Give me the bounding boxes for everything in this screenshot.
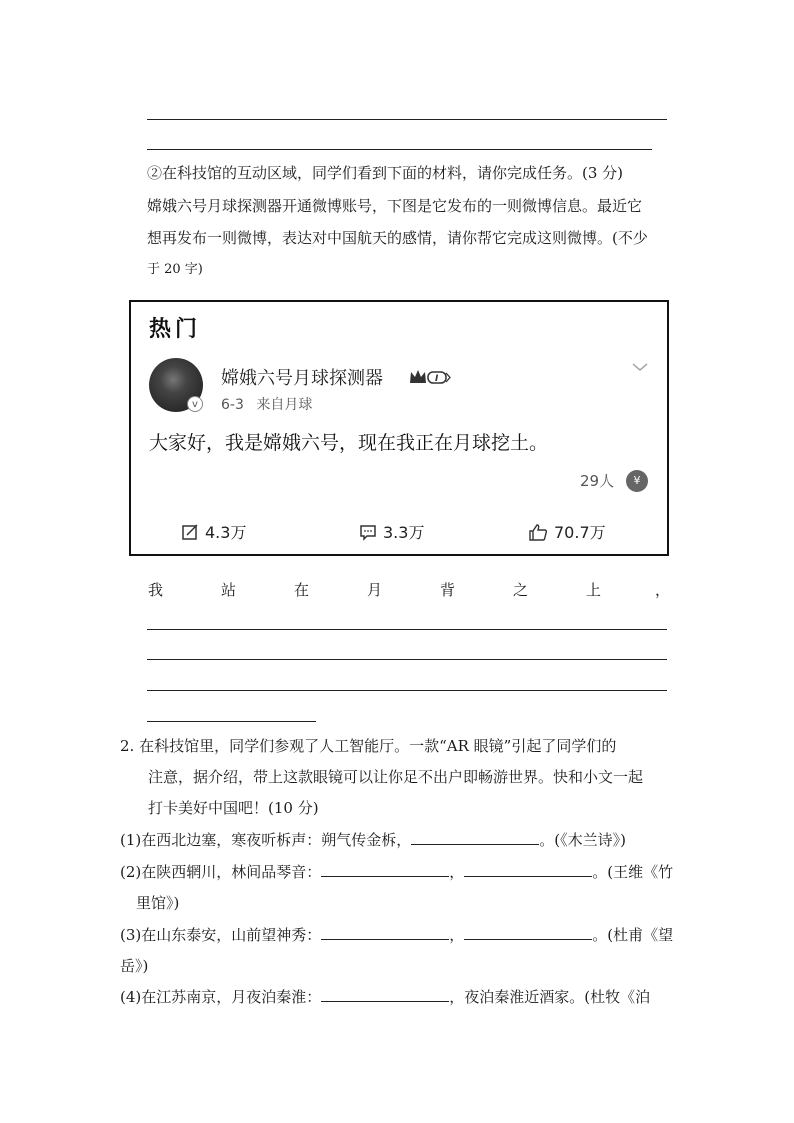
answer-line-3 bbox=[147, 690, 667, 691]
weibo-meta bbox=[221, 394, 320, 414]
weibo-card bbox=[129, 300, 669, 556]
q2-item1-blank[interactable] bbox=[411, 830, 539, 845]
q2-item1 bbox=[120, 830, 626, 850]
answer-char-3: 在 bbox=[294, 581, 310, 599]
q1-part2-prompt: ②在科技馆的互动区域，同学们看到下面的材料，请你完成任务。(3 分) bbox=[147, 164, 624, 182]
answer-char-6: 之 bbox=[513, 581, 529, 599]
comment-count: 3.3万 bbox=[383, 523, 425, 542]
q2-item3-blank2[interactable] bbox=[464, 925, 592, 940]
verified-icon: v bbox=[187, 396, 203, 412]
weibo-section-title: 热门 bbox=[149, 317, 202, 342]
repost-icon bbox=[181, 523, 199, 541]
gift-icon[interactable]: ¥ bbox=[626, 470, 648, 492]
q2-item2-continued: 里馆》) bbox=[136, 894, 180, 912]
q2-item2-source: 。(王维《竹 bbox=[592, 863, 674, 881]
crown-icon bbox=[408, 368, 452, 386]
q2-item4-text: (4)在江苏南京，月夜泊秦淮： bbox=[120, 988, 322, 1006]
q2-item2-blank2[interactable] bbox=[464, 862, 592, 877]
comment-button[interactable] bbox=[359, 520, 424, 543]
q2-item2-text: (2)在陕西辋川，林间品琴音： bbox=[120, 863, 322, 881]
weibo-content: 大家好，我是嫦娥六号，现在我正在月球挖土。 bbox=[149, 432, 549, 454]
chevron-down-icon[interactable] bbox=[631, 360, 649, 374]
answer-line-top-1 bbox=[147, 119, 667, 120]
q2-item3-sep: ， bbox=[449, 926, 465, 944]
q2-item3 bbox=[120, 925, 673, 945]
q2-item3-continued: 岳》) bbox=[120, 957, 149, 975]
q2-item3-source: 。(杜甫《望 bbox=[592, 926, 674, 944]
answer-line-top-2 bbox=[147, 149, 652, 150]
q2-item4 bbox=[120, 987, 650, 1007]
q2-item3-text: (3)在山东泰安，山前望神秀： bbox=[120, 926, 322, 944]
q1-part2-material-line2: 想再发布一则微博，表达对中国航天的感情，请你帮它完成这则微博。(不少 bbox=[147, 229, 648, 247]
weibo-liker-count: 29人 bbox=[580, 472, 615, 490]
q2-item1-source: 。(《木兰诗》) bbox=[539, 831, 626, 849]
repost-count: 4.3万 bbox=[205, 523, 247, 542]
answer-char-4: 月 bbox=[367, 581, 383, 599]
level-badge: I bbox=[435, 374, 439, 384]
answer-char-1: 我 bbox=[148, 581, 164, 599]
answer-char-2: 站 bbox=[221, 581, 237, 599]
q1-part2-material-line1: 嫦娥六号月球探测器开通微博账号，下图是它发布的一则微博信息。最近它 bbox=[147, 197, 643, 215]
q2-intro-line1: 2. 在科技馆里，同学们参观了人工智能厅。一款“AR 眼镜”引起了同学们的 bbox=[120, 737, 617, 755]
comment-icon bbox=[359, 523, 377, 541]
weibo-username[interactable]: 嫦娥六号月球探测器 bbox=[221, 368, 383, 389]
like-button[interactable] bbox=[528, 520, 606, 543]
q2-item3-blank1[interactable] bbox=[321, 925, 449, 940]
like-count: 70.7万 bbox=[554, 523, 606, 542]
like-icon bbox=[528, 523, 548, 541]
q2-item2-sep: ， bbox=[449, 863, 465, 881]
q2-item4-blank[interactable] bbox=[321, 987, 449, 1002]
q2-intro-line2: 注意，据介绍，带上这款眼镜可以让你足不出户即畅游世界。快和小文一起 bbox=[148, 768, 644, 786]
q2-intro-line3: 打卡美好中国吧！(10 分) bbox=[148, 799, 319, 817]
answer-line-4 bbox=[147, 721, 316, 722]
q1-part2-material-line3: 于 20 字) bbox=[147, 262, 203, 277]
q2-item4-source: ，夜泊秦淮近酒家。(杜牧《泊 bbox=[449, 988, 651, 1006]
answer-char-5: 背 bbox=[440, 581, 456, 599]
q2-item2-blank1[interactable] bbox=[321, 862, 449, 877]
answer-char-7: 上 bbox=[586, 581, 602, 599]
answer-line-1 bbox=[147, 629, 667, 630]
answer-line-2 bbox=[147, 659, 667, 660]
weibo-date: 6-3 bbox=[221, 397, 244, 413]
weibo-source: 来自月球 bbox=[256, 397, 313, 413]
q2-item1-text: (1)在西北边塞，寒夜听柝声：朔气传金柝， bbox=[120, 831, 412, 849]
repost-button[interactable] bbox=[181, 520, 246, 543]
q2-item2 bbox=[120, 862, 673, 882]
answer-char-8: ， bbox=[655, 581, 671, 599]
